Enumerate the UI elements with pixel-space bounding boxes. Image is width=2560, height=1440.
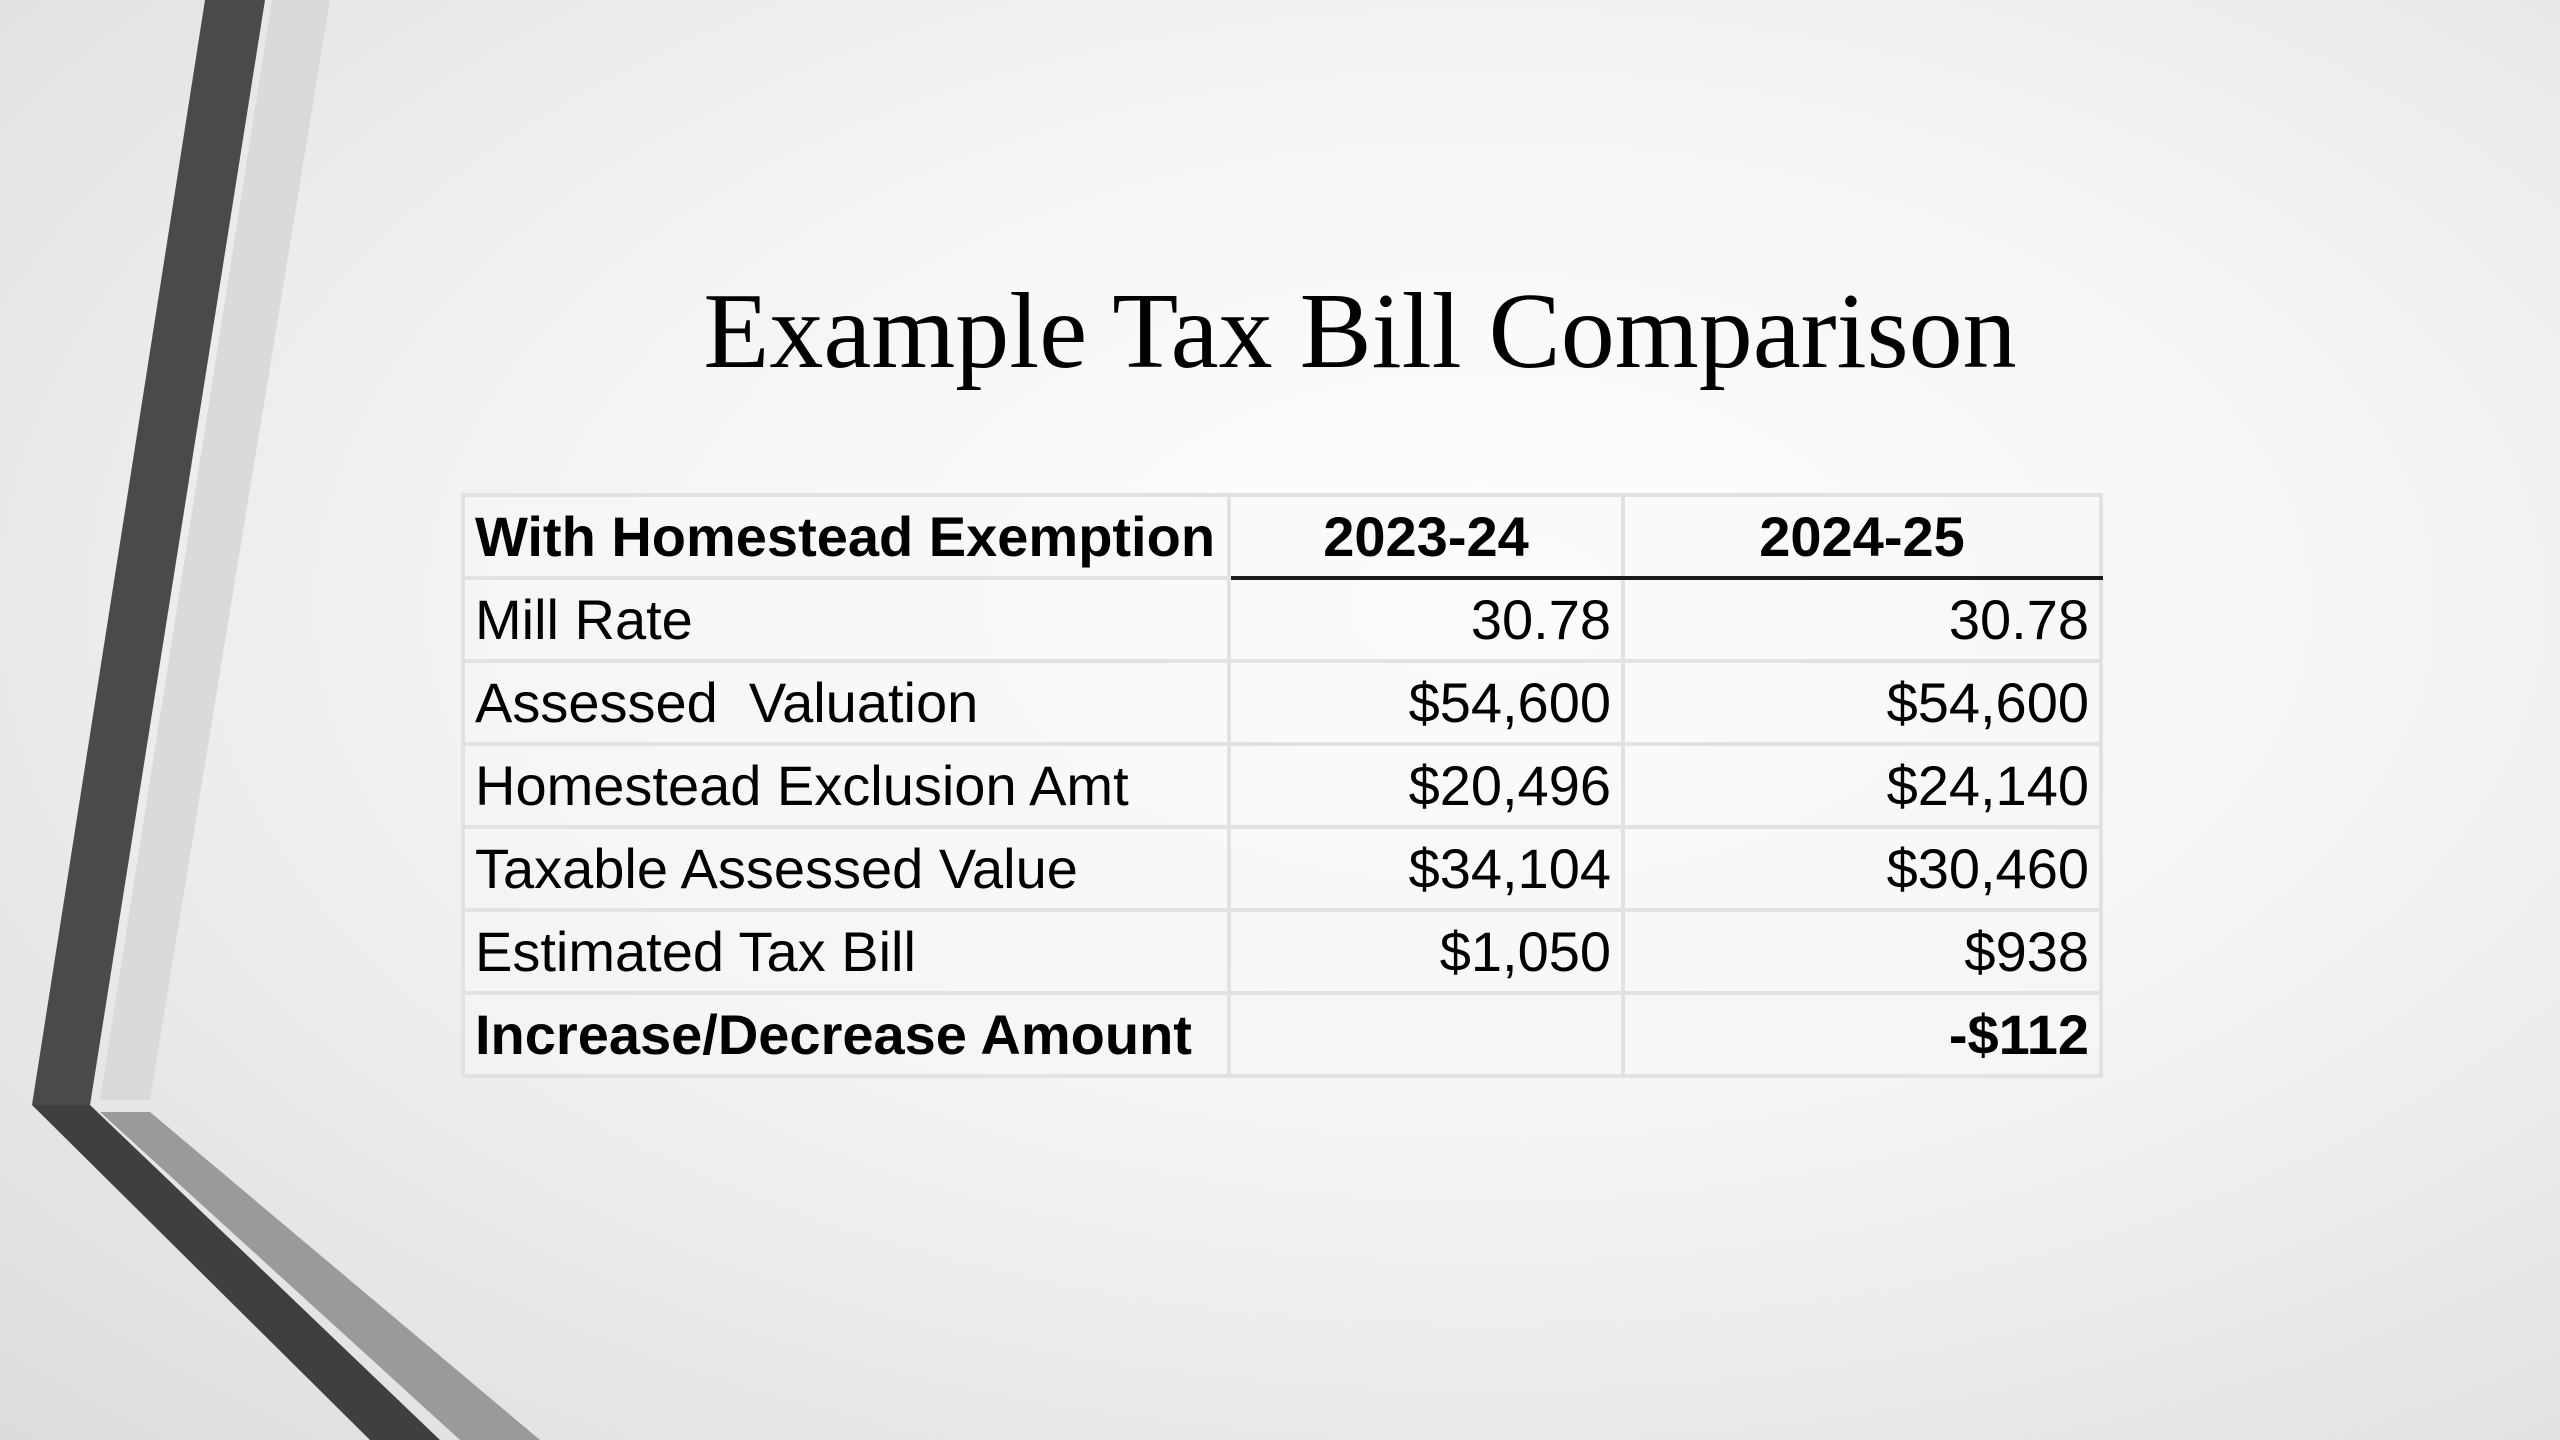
header-exemption-label: With Homestead Exemption: [463, 495, 1229, 578]
value-2024-25: 30.78: [1623, 578, 2101, 661]
tax-comparison-table: [461, 493, 2103, 1078]
decor-dark-lower-bar: [32, 1105, 440, 1440]
row-increase-decrease: [463, 993, 2101, 1076]
header-year-2023-24: 2023-24: [1229, 495, 1623, 578]
row-label: Assessed Valuation: [463, 661, 1229, 744]
row-label: Homestead Exclusion Amt: [463, 744, 1229, 827]
value-2023-24: $20,496: [1229, 744, 1623, 827]
header-year-2024-25: 2024-25: [1623, 495, 2101, 578]
slide-title: Example Tax Bill Comparison: [703, 272, 2017, 391]
value-2023-24: [1229, 993, 1623, 1076]
value-2023-24: 30.78: [1229, 578, 1623, 661]
row-label: Increase/Decrease Amount: [463, 993, 1229, 1076]
row-assessed-valuation: [463, 661, 2101, 744]
row-homestead-exclusion: [463, 744, 2101, 827]
row-label: Estimated Tax Bill: [463, 910, 1229, 993]
table-header-row: [463, 495, 2101, 578]
value-2024-25: $938: [1623, 910, 2101, 993]
row-mill-rate: [463, 578, 2101, 661]
value-2023-24: $1,050: [1229, 910, 1623, 993]
tax-comparison-table-container: [461, 493, 2103, 1078]
row-taxable-assessed-value: [463, 827, 2101, 910]
value-2023-24: $34,104: [1229, 827, 1623, 910]
value-2024-25: $24,140: [1623, 744, 2101, 827]
value-2024-25: $30,460: [1623, 827, 2101, 910]
row-estimated-tax-bill: [463, 910, 2101, 993]
value-2024-25: $54,600: [1623, 661, 2101, 744]
row-label: Taxable Assessed Value: [463, 827, 1229, 910]
row-label: Mill Rate: [463, 578, 1229, 661]
value-2024-25: -$112: [1623, 993, 2101, 1076]
value-2023-24: $54,600: [1229, 661, 1623, 744]
decor-mid-lower-bar: [100, 1112, 540, 1440]
